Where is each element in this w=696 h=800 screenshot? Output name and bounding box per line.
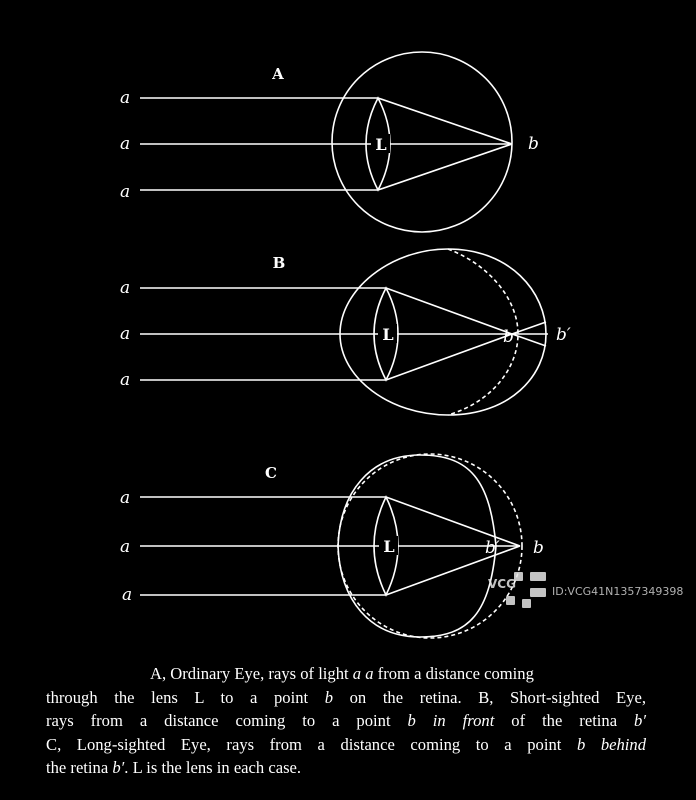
figure-b-title: B xyxy=(272,254,286,272)
figure-a-ray-label-top: a xyxy=(120,88,131,108)
figure-c-converge-top xyxy=(386,497,520,546)
figure-b-ray-label-top: a xyxy=(120,278,131,298)
figure-c-focus-label: b xyxy=(533,538,544,558)
caption-segment: b′ xyxy=(112,758,125,777)
watermark xyxy=(488,572,683,608)
figure-a-ray-label-middle: a xyxy=(120,134,131,154)
figure-b-ray-label-bottom: a xyxy=(120,370,131,390)
figure-b-elongated-outline xyxy=(448,249,546,415)
caption-segment: A, Ordinary Eye, rays of light xyxy=(150,664,353,683)
caption-segment: in front xyxy=(432,711,495,730)
caption-line-2 xyxy=(46,686,646,710)
caption-line-4 xyxy=(46,733,646,757)
caption-segment: b behind xyxy=(576,734,647,754)
figure-b xyxy=(120,249,571,415)
figure-b-lens-label: L xyxy=(382,325,394,344)
figure-b-converge-top xyxy=(386,288,512,334)
figure-c-retina-label: b′ xyxy=(485,538,500,558)
caption-segment: the retina xyxy=(46,758,113,777)
figure-a-eyeball xyxy=(332,52,512,232)
caption-segment: through the lens L to a point xyxy=(46,687,325,707)
caption-segment: of the retina xyxy=(494,711,635,730)
figure-c-lens-label: L xyxy=(383,537,395,556)
caption-segment: b′ xyxy=(634,711,646,730)
figure-c-ray-label-middle: a xyxy=(120,537,131,557)
figure-b-converge-bottom xyxy=(386,334,512,380)
caption-segment: a a xyxy=(352,664,374,683)
figure-c-ray-label-bottom: a xyxy=(122,585,133,605)
figure-b-focus-label: b xyxy=(503,327,514,347)
caption-line-3 xyxy=(46,709,646,733)
figure-a-lens-label: L xyxy=(375,135,387,154)
caption-segment: b xyxy=(324,687,334,707)
figure-a-title: A xyxy=(272,65,284,83)
caption-segment: on the retina. B, Short-sighted Eye, xyxy=(333,687,646,707)
caption-segment: . L is the lens in each case. xyxy=(124,758,302,777)
figure-b-retina-label: b′ xyxy=(556,325,571,345)
watermark-id-text: ID:VCG41N1357349398 xyxy=(552,585,684,598)
caption-segment: b xyxy=(407,711,416,730)
caption-segment: from a distance coming xyxy=(373,664,534,683)
caption-line-1 xyxy=(46,662,646,686)
figure-a xyxy=(120,52,539,232)
caption xyxy=(46,662,646,780)
figure-a-focus-label: b xyxy=(528,134,539,154)
figure-a-ray-label-bottom: a xyxy=(120,182,131,202)
caption-segment: C, Long-sighted Eye, rays from a distance coming to a point xyxy=(46,734,577,754)
figure-c-ray-label-top: a xyxy=(120,488,131,508)
caption-segment: rays from a distance coming to a point xyxy=(46,711,408,730)
caption-segment xyxy=(416,711,433,730)
caption-line-5 xyxy=(46,756,646,780)
figure-c xyxy=(120,454,544,638)
figure-a-converge-bottom xyxy=(378,144,512,190)
watermark-logo-text: VCG xyxy=(488,577,516,591)
figure-a-converge-top xyxy=(378,98,512,144)
figure-c-title: C xyxy=(265,464,277,482)
figure-b-ray-label-middle: a xyxy=(120,324,131,344)
